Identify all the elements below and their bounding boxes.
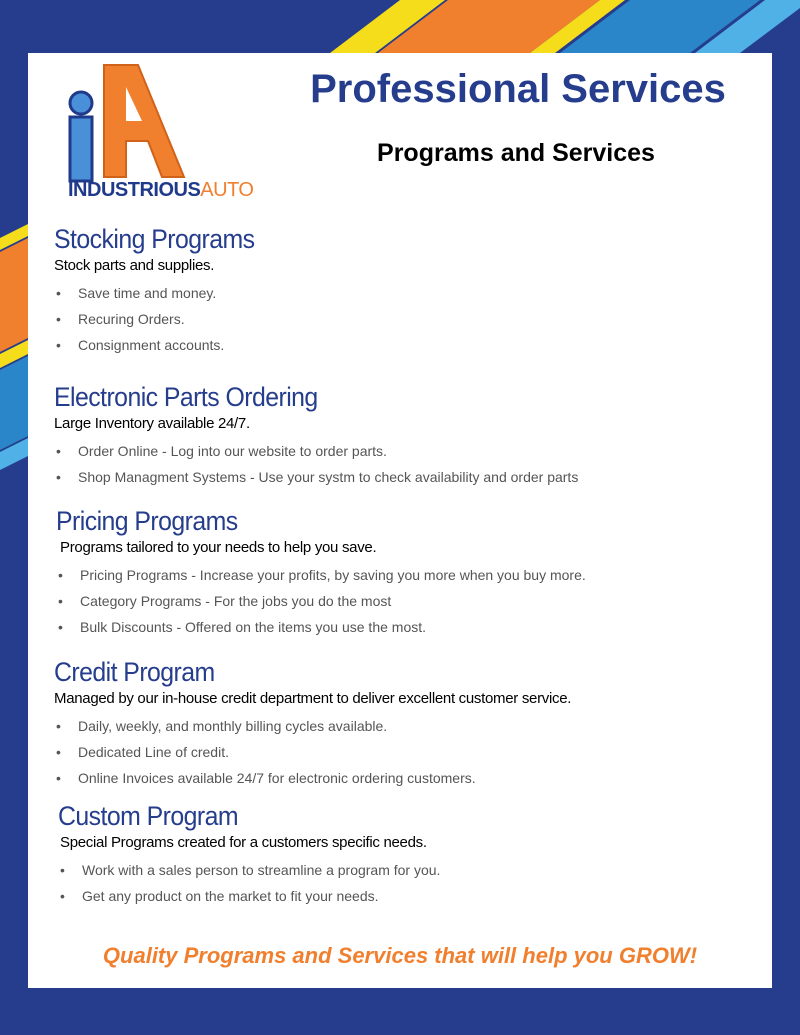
section-intro: Special Programs created for a customers specific needs. bbox=[60, 834, 427, 851]
list-item: • Pricing Programs - Increase your profits, by saving you more when you buy more. bbox=[56, 562, 746, 588]
flyer-page bbox=[28, 53, 772, 988]
section-intro: Managed by our in-house credit department to deliver excellent customer service. bbox=[54, 690, 572, 707]
list-item: • Recuring Orders. bbox=[54, 306, 744, 332]
page-title: Professional Services bbox=[310, 67, 726, 111]
list-item: • Category Programs - For the jobs you do the most bbox=[56, 588, 746, 614]
list-item: • Order Online - Log into our website to order parts. bbox=[54, 438, 744, 464]
footer-tagline: Quality Programs and Services that will help you GROW! bbox=[102, 943, 698, 968]
logo-wordmark bbox=[68, 179, 254, 202]
list-item: • Work with a sales person to streamline a program for you. bbox=[58, 857, 748, 883]
bullet-list bbox=[54, 438, 744, 490]
section-custom-program bbox=[58, 801, 748, 909]
list-item: • Daily, weekly, and monthly billing cycles available. bbox=[54, 713, 744, 739]
page-subtitle: Programs and Services bbox=[377, 139, 655, 167]
section-heading: Credit Program bbox=[54, 657, 215, 687]
list-item: • Consignment accounts. bbox=[54, 332, 744, 358]
list-item: • Save time and money. bbox=[54, 280, 744, 306]
section-pricing-programs bbox=[56, 506, 746, 640]
logo-wordmark-part2: AUTO bbox=[200, 179, 254, 201]
bullet-list bbox=[58, 857, 748, 909]
bullet-list bbox=[54, 280, 744, 358]
list-item: • Online Invoices available 24/7 for electronic ordering customers. bbox=[54, 765, 744, 791]
list-item: • Get any product on the market to fit your needs. bbox=[58, 883, 748, 909]
list-item: • Bulk Discounts - Offered on the items you use the most. bbox=[56, 614, 746, 640]
section-heading: Stocking Programs bbox=[54, 224, 255, 254]
bullet-list bbox=[54, 713, 744, 791]
section-stocking-programs bbox=[54, 224, 744, 358]
bullet-list bbox=[56, 562, 746, 640]
section-heading: Pricing Programs bbox=[56, 506, 238, 536]
section-credit-program bbox=[54, 657, 744, 791]
section-heading: Electronic Parts Ordering bbox=[54, 382, 318, 412]
section-electronic-parts-ordering bbox=[54, 382, 744, 490]
section-heading: Custom Program bbox=[58, 801, 239, 831]
logo-wordmark-part1: INDUSTRIOUS bbox=[68, 179, 201, 201]
section-intro: Stock parts and supplies. bbox=[54, 257, 215, 274]
list-item: • Dedicated Line of credit. bbox=[54, 739, 744, 765]
list-item: • Shop Managment Systems - Use your systm to check availability and order parts bbox=[54, 464, 744, 490]
section-intro: Large Inventory available 24/7. bbox=[54, 415, 250, 432]
section-intro: Programs tailored to your needs to help you save. bbox=[60, 539, 377, 556]
